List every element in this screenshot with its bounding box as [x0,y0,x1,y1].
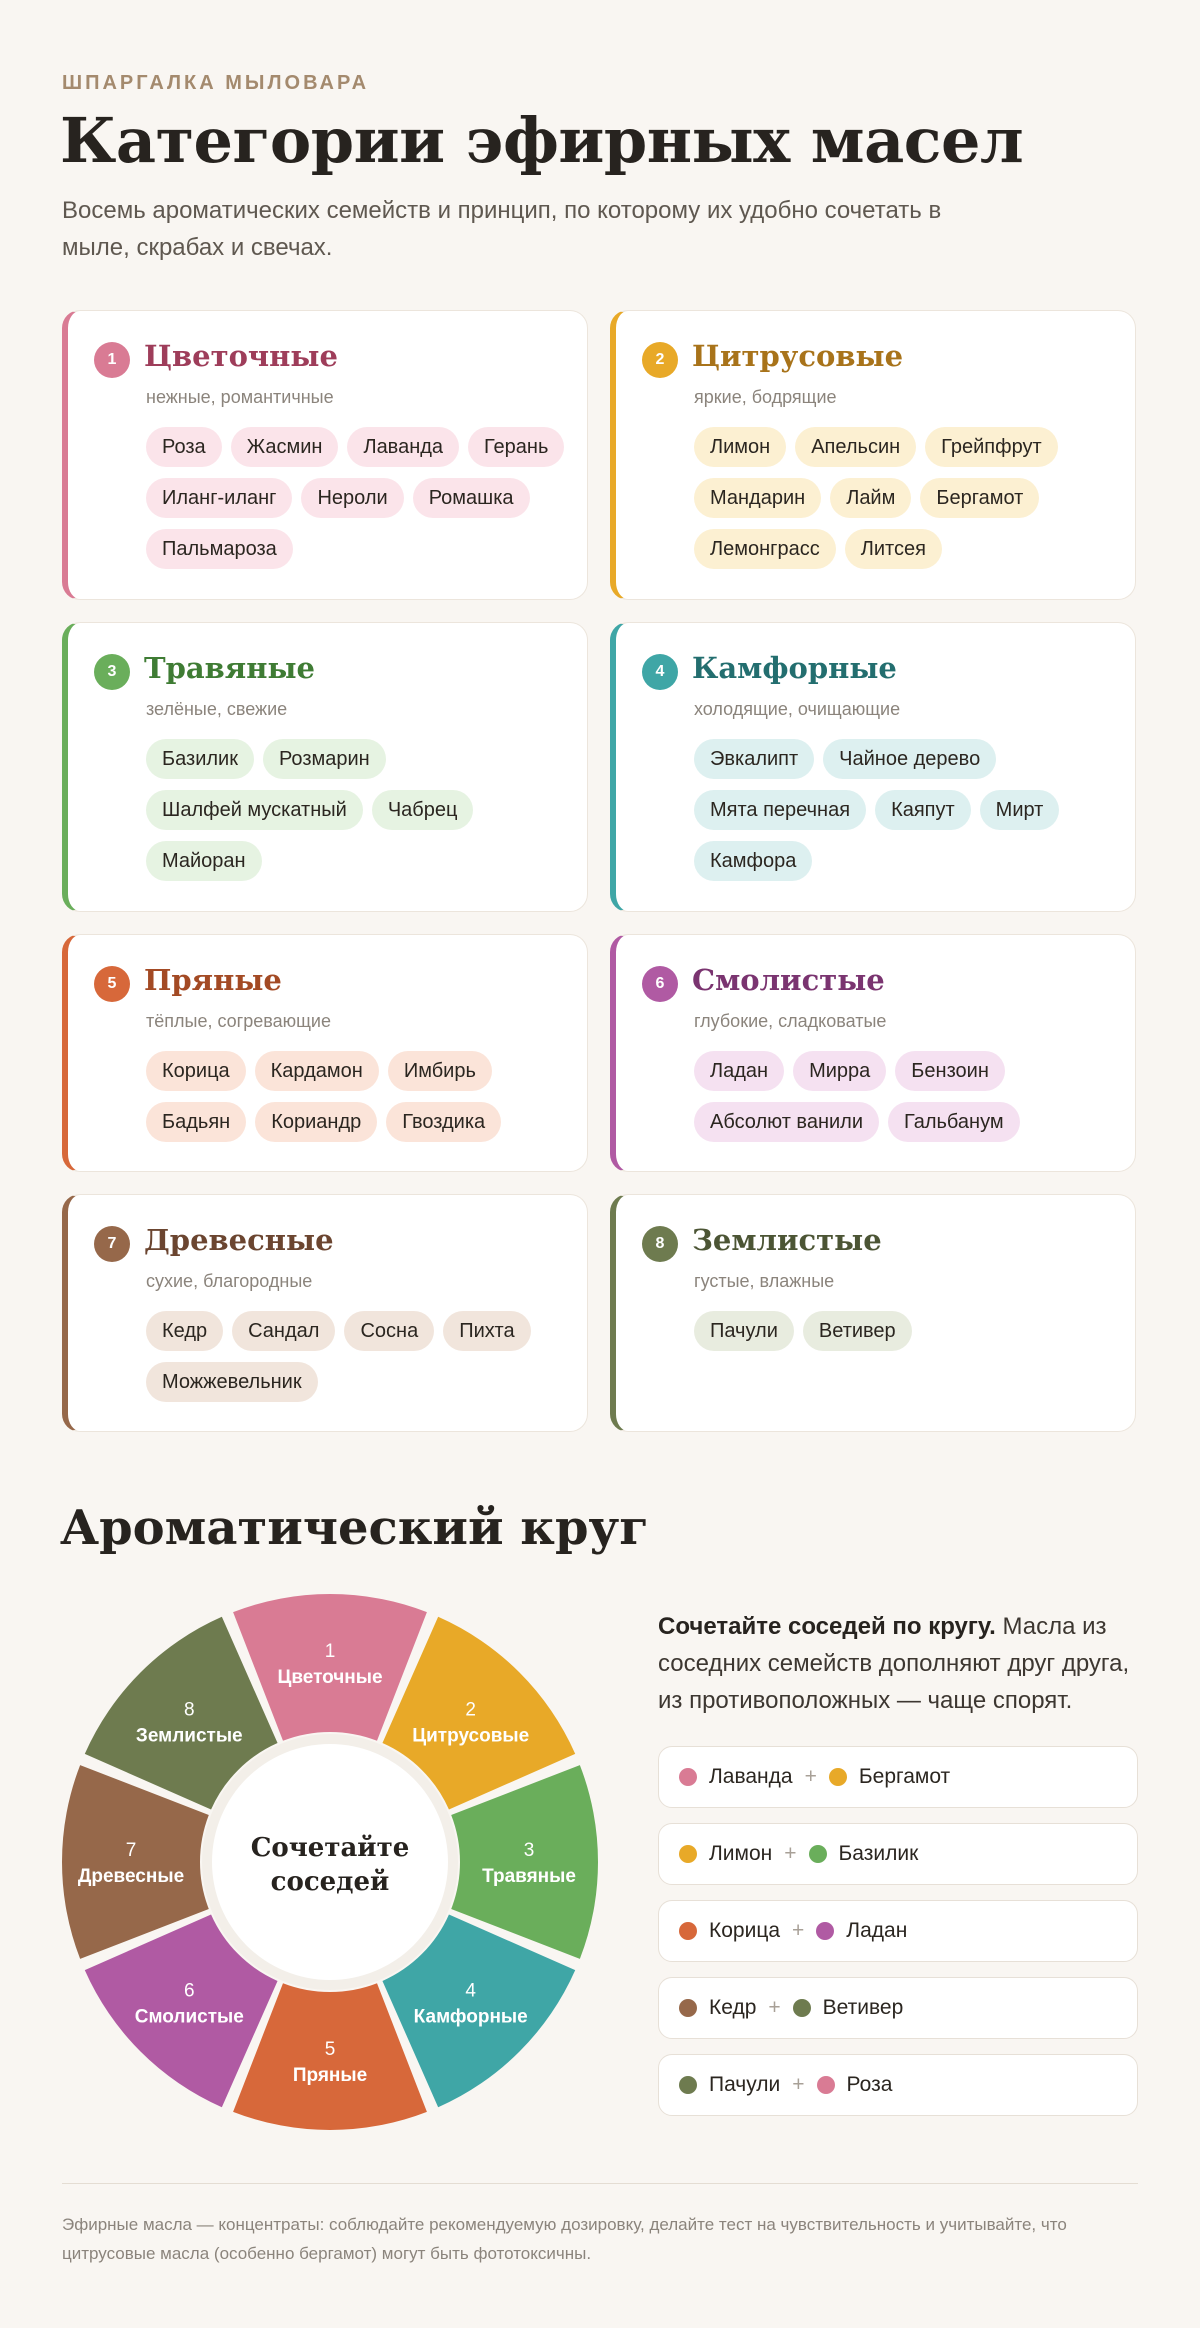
oil-name: Бергамот [858,1765,951,1788]
color-dot [816,1922,834,1940]
category-card [610,934,1136,1172]
oil-chip: Герань [468,427,564,467]
oil-chip-list [146,1051,586,1142]
category-subtitle: нежные, романтичные [146,387,334,407]
oil-chip: Ромашка [413,478,530,518]
pairing-text: Масла из соседних семейств дополняют друг друга, из противоположных — чаще спорят. [658,1613,1130,1714]
oil-chip: Кардамон [255,1051,379,1091]
color-dot [679,1999,697,2017]
oil-chip-list [146,427,586,569]
category-title: Древесные [144,1223,334,1257]
category-subtitle: зелёные, свежие [146,699,288,719]
category-subtitle: холодящие, очищающие [694,699,901,719]
oil-chip: Бадьян [146,1102,246,1142]
category-subtitle: глубокие, сладковатые [694,1011,887,1031]
oil-name: Роза [846,2073,893,2096]
oil-chip: Роза [146,427,222,467]
oil-chip: Кедр [146,1311,223,1351]
category-number-badge: 3 [94,654,130,690]
wheel-section-title: Ароматический круг [60,1500,649,1556]
wheel-segment-label: Травяные [482,1866,576,1887]
wheel-segment-label: Пряные [292,2065,368,2086]
wheel-segment-label: Древесные [77,1866,185,1887]
oil-chip: Ладан [694,1051,784,1091]
wheel-segment-label: Цитрусовые [412,1725,530,1747]
category-card [610,622,1136,912]
category-number-badge: 7 [94,1226,130,1262]
category-number-badge: 5 [94,966,130,1002]
category-title: Землистые [692,1223,882,1257]
plus-sign: + [792,1919,805,1942]
footer-note: Эфирные масла — концентраты: соблюдайте рекомендуемую дозировку, делайте тест на чувствительность и учитывайте, что цитрусовые масла (особенно бергамот) могут быть фототоксичны. [62,2215,1067,2263]
pairing-row [658,1746,1138,1808]
oil-chip-list [146,1311,586,1402]
color-dot [793,1999,811,2017]
wheel-segment-number: 8 [183,1699,195,1721]
category-number-badge: 4 [642,654,678,690]
pairing-row [658,1900,1138,1962]
color-dot [679,1768,697,1786]
oil-chip: Литсея [845,529,942,569]
oil-chip: Мята перечная [694,790,866,830]
oil-chip: Чабрец [372,790,474,830]
oil-chip: Иланг-иланг [146,478,292,518]
oil-name: Корица [709,1919,781,1942]
oil-chip: Лаванда [347,427,459,467]
wheel-center-label: Сочетайте [250,1833,410,1863]
eyebrow: ШПАРГАЛКА МЫЛОВАРА [62,72,370,94]
wheel-segment-label: Смолистые [134,2006,244,2028]
pairing-lead: Сочетайте соседей по кругу. [658,1613,996,1640]
color-dot [679,1922,697,1940]
pairing-row [658,2054,1138,2116]
oil-chip: Пальмароза [146,529,293,569]
pairing-row [658,1977,1138,2039]
oil-chip: Эвкалипт [694,739,814,779]
oil-chip: Лимон [694,427,786,467]
pairing-intro [658,1608,1158,1719]
oil-chip: Шалфей мускатный [146,790,363,830]
plus-sign: + [784,1842,797,1865]
wheel-segment-label: Цветочные [277,1667,383,1688]
category-title: Смолистые [692,963,885,997]
category-subtitle: яркие, бодрящие [694,387,837,407]
pairing-list [658,1746,1138,2131]
oil-chip: Корица [146,1051,246,1091]
wheel-segment-number: 4 [465,1980,477,2002]
oil-chip-list [694,1311,1134,1351]
category-number-badge: 1 [94,342,130,378]
category-subtitle: густые, влажные [694,1271,835,1291]
oil-chip: Гальбанум [888,1102,1020,1142]
plus-sign: + [792,2073,805,2096]
wheel-segment-number: 7 [125,1840,137,1861]
category-subtitle: тёплые, согревающие [146,1011,332,1031]
pairing-row [658,1823,1138,1885]
category-card [62,934,588,1172]
oil-chip-list [694,739,1134,881]
category-subtitle: сухие, благородные [146,1271,313,1291]
oil-name: Ветивер [822,1996,904,2019]
oil-chip: Лемонграсс [694,529,836,569]
oil-chip-list [694,1051,1134,1142]
oil-chip: Гвоздика [386,1102,501,1142]
wheel-segment-number: 3 [523,1840,535,1861]
oil-name: Ладан [846,1919,908,1942]
oil-chip: Жасмин [231,427,339,467]
oil-chip: Базилик [146,739,254,779]
category-card [610,310,1136,600]
wheel-segment-number: 5 [324,2039,336,2060]
oil-chip: Пачули [694,1311,794,1351]
oil-chip: Сандал [232,1311,335,1351]
oil-name: Пачули [709,2073,781,2096]
oil-chip: Бергамот [920,478,1039,518]
wheel-segment-label: Камфорные [413,2006,528,2028]
wheel-segment-number: 6 [183,1980,195,2002]
oil-chip: Апельсин [795,427,916,467]
category-title: Цитрусовые [692,339,904,373]
oil-chip: Бензоин [895,1051,1005,1091]
oil-name: Базилик [838,1842,919,1865]
category-card [62,310,588,600]
oil-chip: Майоран [146,841,262,881]
category-title: Цветочные [144,339,338,373]
plus-sign: + [804,1765,817,1788]
category-card [62,622,588,912]
color-dot [679,1845,697,1863]
oil-chip: Чайное дерево [823,739,996,779]
category-title: Камфорные [692,651,897,685]
wheel-segment-number: 1 [324,1641,336,1662]
oil-chip: Каяпут [875,790,971,830]
oil-name: Лаванда [709,1765,793,1788]
plus-sign: + [768,1996,781,2019]
oil-name: Кедр [709,1996,757,2019]
oil-chip: Сосна [344,1311,434,1351]
aroma-wheel [60,1592,600,2132]
category-number-badge: 6 [642,966,678,1002]
category-card [62,1194,588,1432]
oil-chip: Имбирь [388,1051,492,1091]
page-title: Категории эфирных масел [60,104,1024,177]
wheel-segment-label: Землистые [135,1725,243,1747]
oil-chip: Мандарин [694,478,821,518]
color-dot [679,2076,697,2094]
color-dot [817,2076,835,2094]
wheel-center-label: соседей [270,1867,390,1897]
category-title: Травяные [144,651,315,685]
oil-name: Лимон [709,1842,773,1865]
oil-chip-list [146,739,586,881]
oil-chip-list [694,427,1134,569]
oil-chip: Нероли [301,478,403,518]
category-title: Пряные [144,963,282,997]
oil-chip: Мирт [980,790,1060,830]
oil-chip: Пихта [443,1311,530,1351]
oil-chip: Мирра [793,1051,886,1091]
oil-chip: Можжевельник [146,1362,318,1402]
color-dot [829,1768,847,1786]
oil-chip: Кориандр [255,1102,377,1142]
oil-chip: Абсолют ванили [694,1102,879,1142]
oil-chip: Ветивер [803,1311,912,1351]
oil-chip: Камфора [694,841,812,881]
oil-chip: Розмарин [263,739,386,779]
color-dot [809,1845,827,1863]
category-number-badge: 2 [642,342,678,378]
category-number-badge: 8 [642,1226,678,1262]
wheel-segment-number: 2 [465,1699,477,1721]
oil-chip: Грейпфрут [925,427,1057,467]
category-card [610,1194,1136,1432]
oil-chip: Лайм [830,478,911,518]
footer-divider [62,2183,1138,2184]
intro-text: Восемь ароматических семейств и принцип, по которому их удобно сочетать в мыле, скрабах и свечах. [62,197,942,261]
